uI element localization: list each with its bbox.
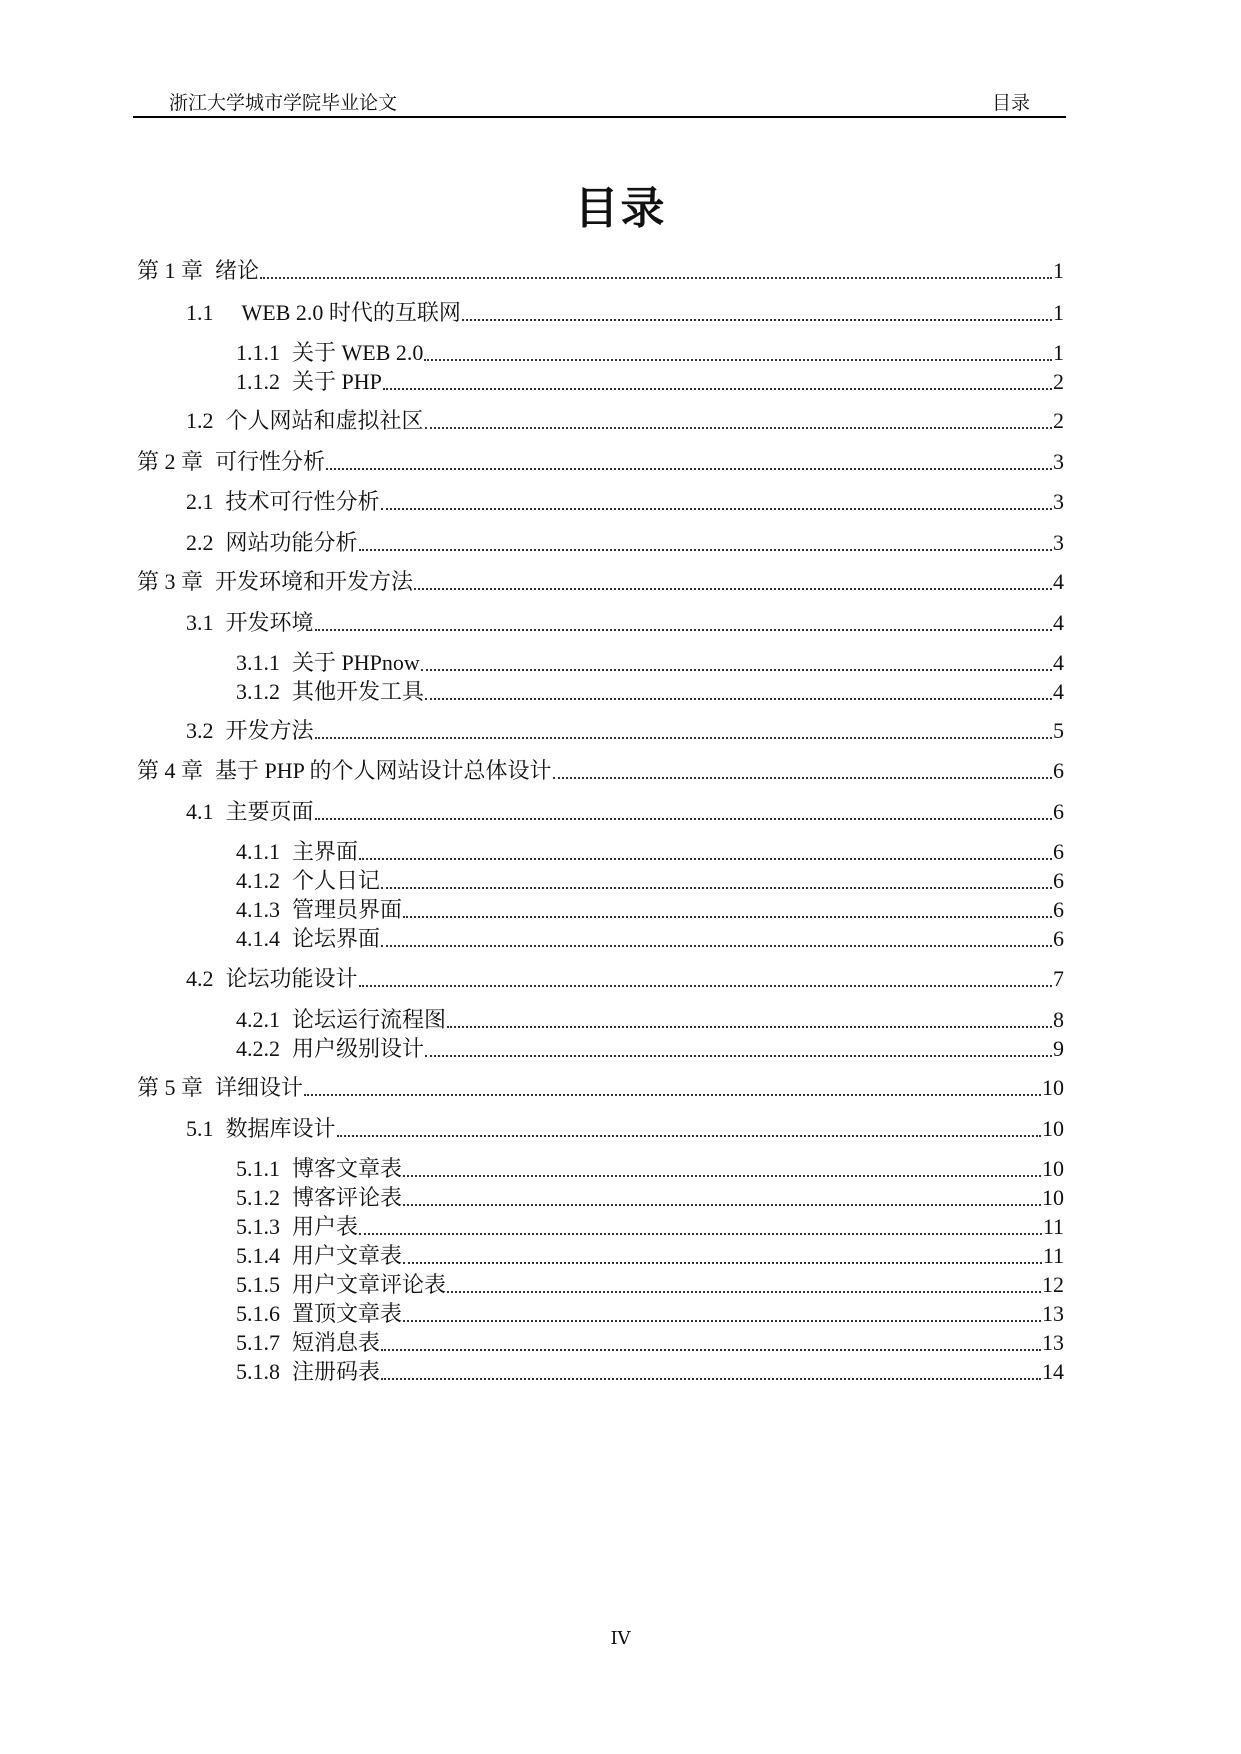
toc-entry-page: 5 [1053,718,1064,743]
toc-dot-leader [447,1026,1052,1028]
page-number: IV [610,1628,631,1649]
toc-entry-title: 网站功能分析 [225,530,358,555]
toc-entry-page: 4 [1053,679,1064,704]
toc-entry-title: 管理员界面 [292,897,403,922]
toc-entry[interactable] [236,367,1064,397]
toc-entry-page: 1 [1053,340,1064,365]
toc-dot-leader [381,1378,1041,1380]
toc-entry-number: 5.1.8 [236,1359,280,1384]
toc-entry[interactable] [186,797,1064,827]
toc-entry[interactable] [236,1183,1064,1213]
toc-entry-title: 置顶文章表 [292,1301,403,1326]
toc-entry[interactable] [236,1212,1064,1242]
toc-entry-title: 论坛运行流程图 [292,1007,447,1032]
toc-entry-page: 6 [1053,758,1064,783]
toc-dot-leader [403,1320,1041,1322]
toc-entry[interactable] [186,716,1064,746]
toc-entry-title: 技术可行性分析 [225,489,380,514]
toc-entry-page: 6 [1053,897,1064,922]
toc-entry[interactable] [186,608,1064,638]
toc-entry-page: 3 [1053,449,1064,474]
toc-entry[interactable] [236,338,1064,368]
toc-entry-number: 3.1.1 [236,650,280,675]
toc-entry[interactable] [236,866,1064,896]
toc-dot-leader [381,1349,1041,1351]
toc-entry-title: 用户表 [292,1214,359,1239]
toc-entry-number: 5.1.2 [236,1185,280,1210]
toc-entry-title: 绪论 [215,258,260,283]
toc-entry-title: 开发环境 [225,610,314,635]
toc-entry-title: 个人网站和虚拟社区 [225,408,424,433]
toc-entry[interactable] [137,1073,1064,1103]
toc-entry-number: 第 1 章 [137,258,204,283]
toc-dot-leader [326,468,1052,470]
header-thesis-title: 浙江大学城市学院毕业论文 [169,93,398,114]
toc-entry[interactable] [236,895,1064,925]
toc-entry[interactable] [186,964,1064,994]
toc-entry-page: 6 [1053,868,1064,893]
toc-entry-page: 11 [1042,1243,1064,1268]
toc-entry-page: 7 [1053,966,1064,991]
toc-entry-page: 8 [1053,1007,1064,1032]
toc-entry-title: 可行性分析 [215,449,326,474]
toc-entry[interactable] [236,1299,1064,1329]
toc-entry-page: 3 [1053,489,1064,514]
toc-dot-leader [414,588,1052,590]
toc-entry-number: 5.1.1 [236,1156,280,1181]
toc-entry-title: WEB 2.0 时代的互联网 [241,300,461,325]
toc-entry-number: 1.1.1 [236,340,280,365]
toc-entry-number: 5.1.6 [236,1301,280,1326]
toc-entry-title: 博客评论表 [292,1185,403,1210]
toc-entry-page: 14 [1042,1359,1064,1384]
toc-dot-leader [403,916,1052,918]
toc-entry-number: 3.1 [186,610,214,635]
toc-entry-title: 注册码表 [292,1359,381,1384]
toc-entry-page: 13 [1042,1301,1064,1326]
toc-dot-leader [381,945,1052,947]
toc-entry-number: 1.1.2 [236,369,280,394]
toc-entry-number: 第 3 章 [137,569,204,594]
toc-entry-title: 论坛界面 [292,926,381,951]
toc-entry-number: 3.2 [186,718,214,743]
toc-dot-leader [403,1204,1041,1206]
toc-dot-leader [359,1233,1042,1235]
toc-entry-title: 短消息表 [292,1330,381,1355]
toc-entry-page: 12 [1042,1272,1064,1297]
toc-entry-page: 6 [1053,839,1064,864]
toc-dot-leader [403,1262,1042,1264]
toc-entry-title: 关于 PHP [292,369,382,394]
toc-dot-leader [315,737,1052,739]
toc-entry-title: 用户文章评论表 [292,1272,447,1297]
toc-entry-number: 4.1.1 [236,839,280,864]
toc-entry-page: 10 [1042,1185,1064,1210]
toc-dot-leader [425,698,1052,700]
toc-dot-leader [315,818,1052,820]
toc-dot-leader [425,1055,1052,1057]
toc-dot-leader [425,427,1052,429]
toc-entry-page: 3 [1053,530,1064,555]
toc-entry[interactable] [236,1034,1064,1064]
toc-entry[interactable] [186,298,1064,328]
toc-dot-leader [381,508,1052,510]
toc-dot-leader [383,388,1052,390]
toc-entry-number: 2.1 [186,489,214,514]
toc-entry[interactable] [137,567,1064,597]
toc-dot-leader [553,777,1052,779]
toc-entry[interactable] [236,677,1064,707]
toc-entry[interactable] [236,1154,1064,1184]
toc-entry-page: 10 [1042,1156,1064,1181]
toc-entry-number: 4.2 [186,966,214,991]
toc-entry-page: 6 [1053,799,1064,824]
toc-entry-page: 10 [1042,1116,1064,1141]
toc-dot-leader [421,669,1052,671]
toc-entry-page: 4 [1053,569,1064,594]
toc-entry-page: 1 [1053,258,1064,283]
toc-entry-title: 基于 PHP 的个人网站设计总体设计 [215,758,552,783]
toc-entry-number: 第 2 章 [137,449,204,474]
toc-dot-leader [359,549,1052,551]
toc-entry[interactable] [186,406,1064,436]
toc-entry-page: 2 [1053,369,1064,394]
toc-entry-number: 4.1.4 [236,926,280,951]
toc-dot-leader [381,887,1052,889]
toc-entry-number: 第 4 章 [137,758,204,783]
toc-entry[interactable] [236,1270,1064,1300]
toc-entry-title: 关于 PHPnow [292,650,420,675]
toc-entry-page: 2 [1053,408,1064,433]
toc-entry-number: 4.2.1 [236,1007,280,1032]
toc-entry[interactable] [236,1241,1064,1271]
toc-entry-title: 数据库设计 [225,1116,336,1141]
toc-dot-leader [403,1175,1041,1177]
toc-dot-leader [260,277,1052,279]
toc-entry-title: 用户级别设计 [292,1036,425,1061]
toc-entry-number: 5.1.3 [236,1214,280,1239]
toc-dot-leader [424,359,1052,361]
toc-dot-leader [447,1291,1041,1293]
toc-entry-number: 第 5 章 [137,1075,204,1100]
toc-dot-leader [462,319,1052,321]
toc-entry[interactable] [236,1328,1064,1358]
toc-entry-title: 主要页面 [225,799,314,824]
toc-entry[interactable] [236,924,1064,954]
toc-dot-leader [337,1135,1041,1137]
toc-entry-number: 4.1 [186,799,214,824]
toc-entry-page: 9 [1053,1036,1064,1061]
toc-entry-page: 11 [1042,1214,1064,1239]
toc-entry-number: 5.1 [186,1116,214,1141]
toc-entry[interactable] [186,528,1064,558]
toc-entry-title: 开发环境和开发方法 [215,569,414,594]
toc-entry-title: 主界面 [292,839,359,864]
header-section-name: 目录 [991,93,1030,114]
toc-entry[interactable] [137,256,1064,286]
toc-dot-leader [304,1094,1041,1096]
toc-dot-leader [359,985,1052,987]
toc-entry-title: 关于 WEB 2.0 [292,340,424,365]
toc-entry[interactable] [186,487,1064,517]
toc-entry-page: 4 [1053,610,1064,635]
toc-entry-number: 3.1.2 [236,679,280,704]
toc-entry-title: 详细设计 [215,1075,304,1100]
toc-entry-title: 其他开发工具 [292,679,425,704]
toc-dot-leader [315,629,1052,631]
page-header [133,82,1066,118]
toc-dot-leader [359,858,1052,860]
toc-entry[interactable] [186,1114,1064,1144]
toc-entry-number: 1.2 [186,408,214,433]
toc-entry[interactable] [236,1357,1064,1387]
toc-entry-title: 论坛功能设计 [225,966,358,991]
toc-entry[interactable] [137,447,1064,477]
toc-entry-number: 4.1.2 [236,868,280,893]
toc-entry-page: 13 [1042,1330,1064,1355]
toc-entry[interactable] [236,837,1064,867]
toc-entry-number: 5.1.4 [236,1243,280,1268]
toc-entry-number: 4.2.2 [236,1036,280,1061]
toc-entry-title: 开发方法 [225,718,314,743]
page-title: 目录 [574,183,667,234]
toc-entry-page: 1 [1053,300,1064,325]
toc-entry-number: 5.1.7 [236,1330,280,1355]
toc-entry-number: 4.1.3 [236,897,280,922]
toc-entry[interactable] [137,756,1064,786]
toc-entry-number: 1.1 [186,300,214,325]
toc-entry[interactable] [236,648,1064,678]
toc-entry-page: 10 [1042,1075,1064,1100]
toc-entry-title: 博客文章表 [292,1156,403,1181]
toc-entry-title: 个人日记 [292,868,381,893]
toc-entry-page: 4 [1053,650,1064,675]
toc-entry-number: 5.1.5 [236,1272,280,1297]
toc-entry-title: 用户文章表 [292,1243,403,1268]
toc-entry[interactable] [236,1005,1064,1035]
toc-entry-page: 6 [1053,926,1064,951]
toc-entry-number: 2.2 [186,530,214,555]
